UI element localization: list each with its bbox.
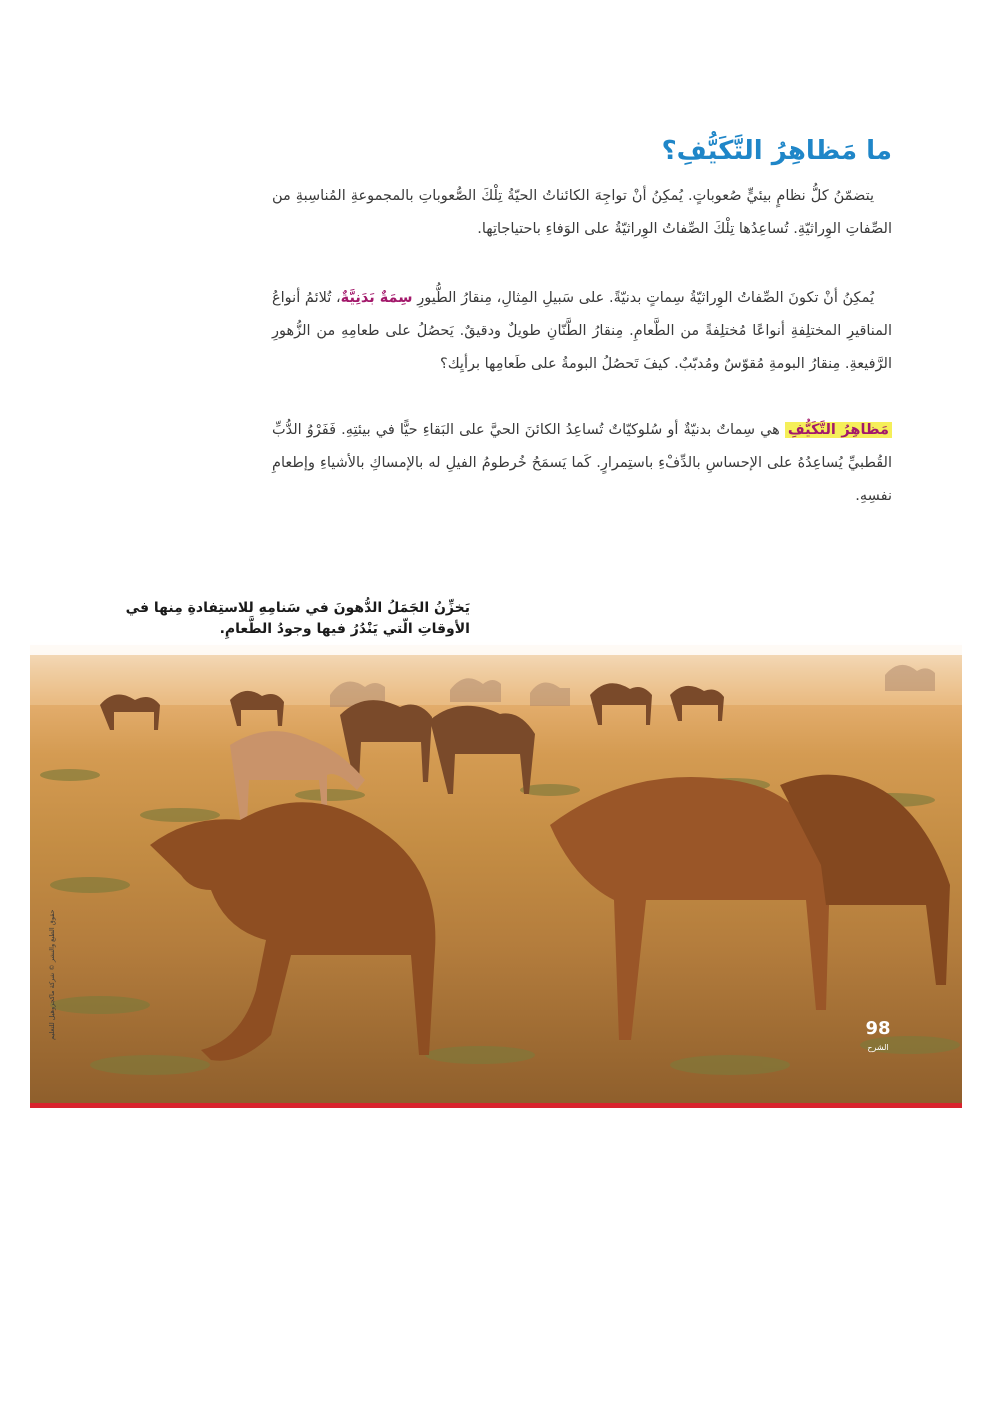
camel-herd-illustration xyxy=(30,585,962,1103)
vocab-term-physical-trait: سِمَةٌ بَدَنِيَّةٌ xyxy=(340,290,413,306)
paragraph-physical-traits xyxy=(272,282,892,381)
paragraph-adaptations xyxy=(272,414,892,513)
page-title: ما مَظاهِرُ التَّكَيُّفِ؟ xyxy=(661,136,892,166)
page-number: 98 xyxy=(865,1018,891,1039)
paragraph-text: ، تُلائمُ أنواعُ المناقيرِ المختلِفةِ أنواعًا مُختلِفةً من الطَّعامِ. مِنقارُ الطَّنّانِ طويلٌ ودقيقٌ. يَحصُلُ على طعامِهِ من الزُّهورِ الرَّفيعةِ. مِنقارُ البومةِ مُقوّسٌ ومُدبّبٌ. كيفَ تَحصُلُ البومةُ على طَعامِها برأيِك؟ xyxy=(272,290,892,372)
camels-photo xyxy=(30,585,962,1103)
bottom-divider xyxy=(30,1103,962,1108)
vocab-term-adaptations: مَظاهِرُ التَّكَيُّفِ xyxy=(785,422,892,438)
paragraph-text: يُمكِنُ أنْ تكونَ الصِّفاتُ الوِراثيّةُ سِماتٍ بدنيّةً. على سَبيلِ المِثالِ، مِنقارُ الطُّيورِ xyxy=(412,290,874,306)
paragraph-intro: يتضمّنُ كلُّ نظامٍ بيئيٍّ صُعوباتٍ. يُمكِنُ أنْ تواجِهَ الكائناتُ الحيّةُ تِلْكَ الصُّعوباتِ بالمجموعةِ المُناسِبةِ من الصِّفاتِ الوِراثيّةِ. تُساعِدُها تِلْكَ الصِّفاتُ الوِراثيّةُ على الوَفاءِ باحتياجاتِها. xyxy=(272,188,892,237)
photo-caption: يَخزِّنُ الجَمَلُ الدُّهونَ في سَنامِهِ للاستِفادةِ مِنها في الأوقاتِ الّتي يَنْدُرُ فيها وجودُ الطَّعامِ. xyxy=(125,600,470,637)
page-section-label: الشرح xyxy=(867,1043,889,1052)
photo-credit: حقوق الطبع والنشر © شركة ماكجروهيل للتعليم xyxy=(48,909,56,1040)
paragraph-text: هي سِماتٌ بدنيّةٌ أو سُلوكيّاتٌ تُساعِدُ الكائنَ الحيَّ على البَقاءِ حيًّا في بيئتِهِ. فَفَرْوُ الدُّبِّ القُطبيِّ يُساعِدُهُ على الإحساسِ بالدِّفْءِ باستِمرارٍ. كَما يَسمَحُ خُرطومُ الفيلِ له بالإمساكِ بالأشياءِ وإطعامِ نفسِهِ. xyxy=(272,422,892,504)
